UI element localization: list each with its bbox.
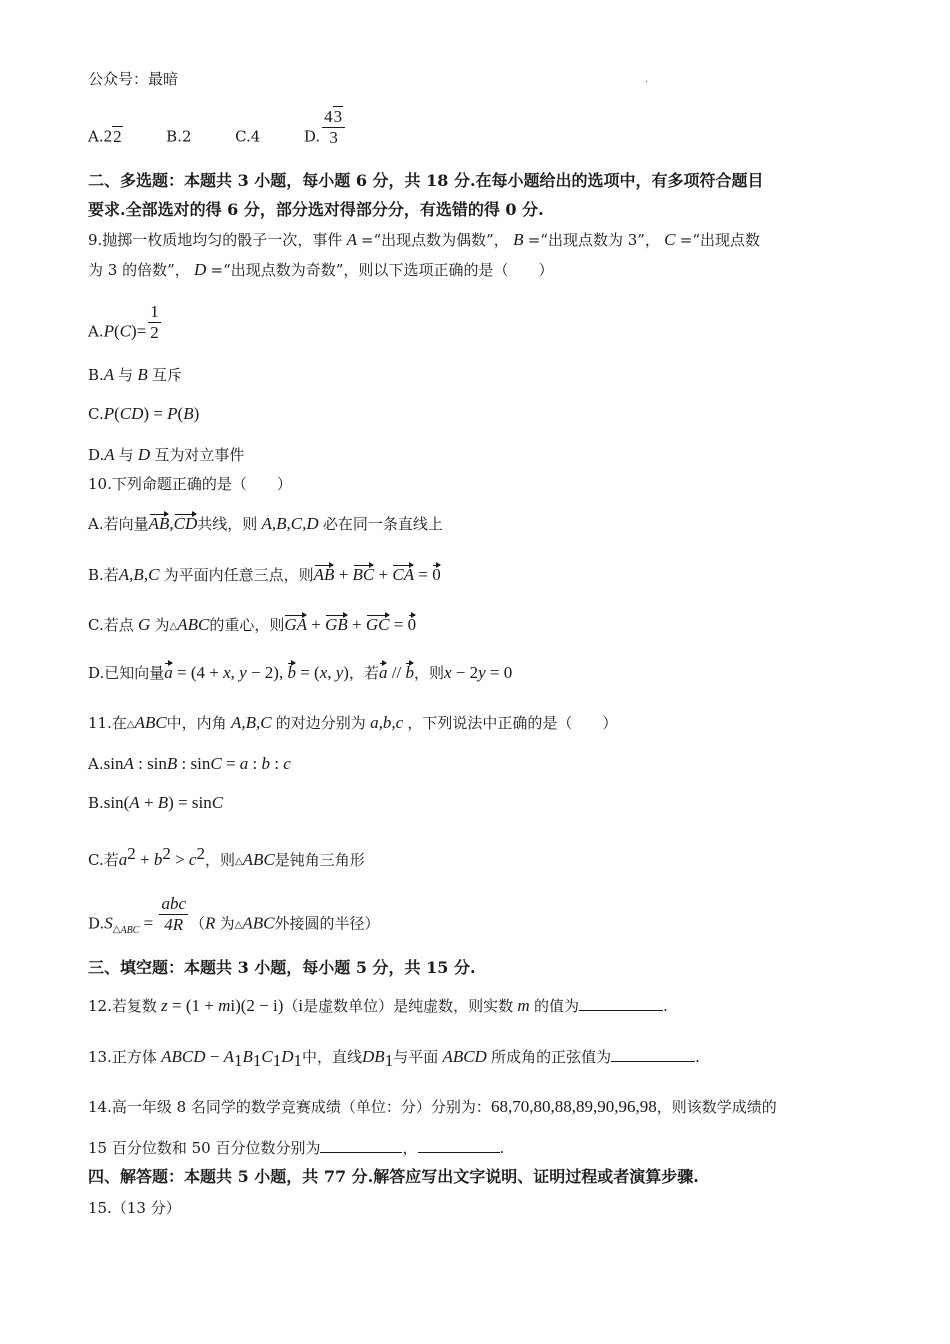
q9-option-c: C.P(CD) = P(B)	[88, 404, 200, 423]
section3-heading: 三、填空题：本题共 3 小题，每小题 5 分，共 15 分.	[88, 958, 476, 977]
q8-options: A.22 B.2 C.4 D. $\frac{43}{3}$	[88, 117, 347, 158]
q9-option-a: A.P(C)= $\frac{1}{2}$	[88, 302, 159, 342]
q8-option-c: C.4	[235, 127, 261, 146]
q10-option-d: D.已知向量a = (4 + x, y − 2), b = (x, y)，若a // b，则x − 2y = 0	[88, 663, 513, 682]
q12-answer-blank[interactable]	[579, 996, 663, 1011]
q9-option-d: D.A 与 D 互为对立事件	[88, 445, 245, 464]
q14-answer-blank-2[interactable]	[418, 1138, 500, 1153]
q11-option-c: C.若$a^2 + b^2 > c^2$，则△ABC是钝角三角形	[88, 844, 365, 869]
q13-answer-blank[interactable]	[611, 1047, 695, 1062]
q10-option-a: A.若向量AB,CD共线，则 A,B,C,D 必在同一条直线上	[88, 514, 443, 533]
q8-option-d: D.	[303, 127, 321, 146]
q11-option-b: B.sin(A + B) = sinC	[88, 793, 224, 812]
q10-option-c: C.若点 G 为△ABC的重心，则GA + GB + GC = 0	[88, 615, 417, 634]
q11-option-a: A.sinA : sinB : sinC = a : b : c	[88, 754, 291, 773]
header-text: 公众号：最暗	[88, 70, 179, 88]
q14-line2: 15 百分位数和 50 百分位数分别为 ， .	[88, 1139, 505, 1157]
q11-option-d: $D.S_{\triangle ABC}$ = $\frac{\text{abc}}{4R}$ （R 为△ABC外接圆的半径）	[88, 894, 380, 936]
q13: 13.正方体 ABCD − $A_1B_1C_1D_1$中，直线$DB_1$与平面 ABCD 所成角的正弦值为 .	[88, 1047, 700, 1070]
q8-option-b: B.2	[166, 127, 192, 146]
section4-heading: 四、解答题：本题共 5 小题，共 77 分.解答应写出文字说明、证明过程或者演算步骤.	[88, 1167, 699, 1186]
q10-stem: 10.下列命题正确的是（ ）	[88, 475, 292, 493]
q14-line1: 14.高一年级 8 名同学的数学竞赛成绩（单位：分）分别为：68,70,80,88,89,90,96,98，则该数学成绩的	[88, 1097, 777, 1116]
q9-stem-line1: 9.抛掷一枚质地均匀的骰子一次，事件 A =“出现点数为偶数”， B =“出现点数为 3”， C =“出现点数	[88, 230, 761, 249]
section2-heading-line2: 要求.全部选对的得 6 分，部分选对得部分分，有选错的得 0 分.	[88, 200, 544, 219]
q10-option-b: B.若A,B,C 为平面内任意三点，则AB + BC + CA = 0	[88, 565, 441, 584]
q14-answer-blank-1[interactable]	[320, 1138, 402, 1153]
q12: 12.若复数 z = (1 + mi)(2 − i)（i是虚数单位）是纯虚数，则实数 m 的值为 .	[88, 996, 668, 1015]
q9-stem-line2: 为 3 的倍数”， D =“出现点数为奇数”，则以下选项正确的是（ ）	[88, 260, 554, 279]
q15-label: 15.（13 分）	[88, 1199, 181, 1217]
section2-heading-line1: 二、多选题：本题共 3 小题，每小题 6 分，共 18 分.在每小题给出的选项中，有多项符合题目	[88, 171, 764, 190]
q8-option-a: A.	[88, 127, 104, 146]
q14-scores: 68,70,80,88,89,90,96,98	[490, 1097, 657, 1116]
q11-stem: 11.在△ABC中，内角 A,B,C 的对边分别为 a,b,c ，下列说法中正确的是（ ）	[88, 713, 618, 732]
q9-option-b: B.A 与 B 互斥	[88, 365, 183, 384]
page-mark: .	[645, 74, 649, 85]
